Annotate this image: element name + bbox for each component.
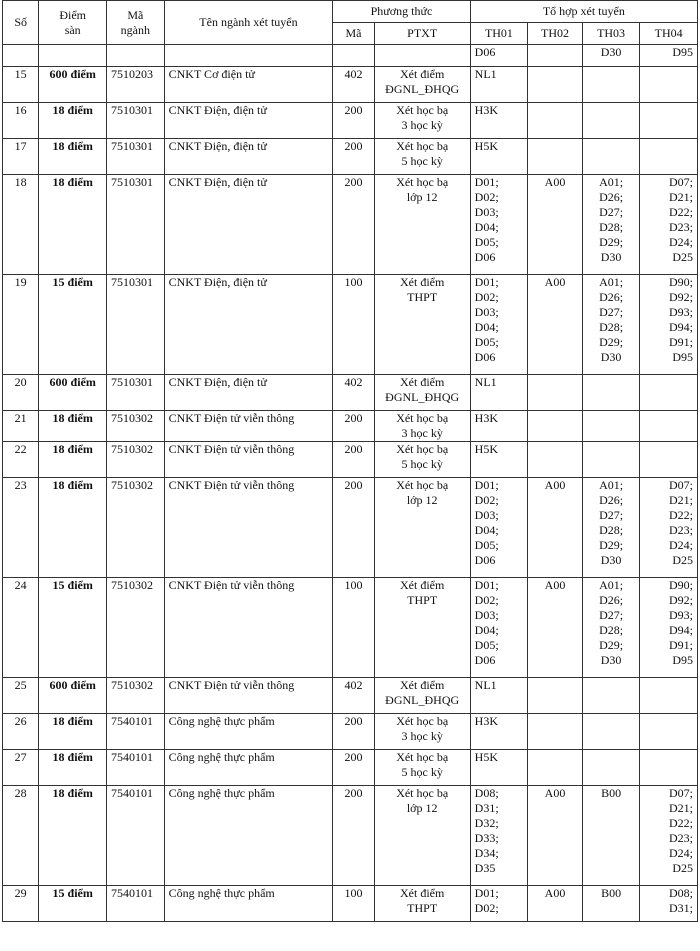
combo-th01: D01; D02; D03; D04; D05; D06 [470,478,528,578]
combo-th02 [528,375,583,411]
combo-th04: D07; D21; D22; D23; D24; D25 [640,478,698,578]
method-code: 402 [333,678,374,714]
method-code: 200 [333,175,374,275]
combo-th04: D90; D92; D93; D94; D91; D95 [640,275,698,375]
method-name: Xét học bạ 3 học kỳ [374,714,470,750]
floor-score [39,45,107,67]
method-name: Xét điểm ĐGNL_ĐHQG [374,678,470,714]
combo-th04 [640,678,698,714]
combo-th03 [582,139,640,175]
method-name: Xét điểm THPT [374,578,470,678]
major-name: CNKT Điện tử viễn thông [164,442,333,478]
method-name [374,45,470,67]
floor-score: 18 điểm [39,175,107,275]
table-row [3,275,698,375]
table-row [3,786,698,886]
method-code: 100 [333,275,374,375]
header-th03: TH03 [582,23,640,45]
method-code: 200 [333,411,374,442]
method-code: 100 [333,886,374,922]
major-name: CNKT Điện, điện tử [164,103,333,139]
row-number: 29 [3,886,39,922]
major-code: 7510301 [107,103,165,139]
combo-th04 [640,714,698,750]
combo-th04 [640,411,698,442]
floor-score: 18 điểm [39,139,107,175]
major-code: 7540101 [107,750,165,786]
combo-th03: A01; D26; D27; D28; D29; D30 [582,175,640,275]
combo-th03: A01; D26; D27; D28; D29; D30 [582,275,640,375]
row-number: 22 [3,442,39,478]
combo-th02: A00 [528,578,583,678]
floor-score: 18 điểm [39,478,107,578]
combo-th03: D30 [582,45,640,67]
major-name: CNKT Điện, điện tử [164,275,333,375]
floor-score: 18 điểm [39,442,107,478]
header-method-group: Phương thức [333,1,470,23]
major-code: 7510302 [107,442,165,478]
method-code: 402 [333,375,374,411]
major-code: 7510302 [107,478,165,578]
combo-th01: NL1 [470,375,528,411]
header-score: Điểm sàn [39,1,107,45]
method-code: 200 [333,442,374,478]
combo-th03: B00 [582,786,640,886]
method-name: Xét học bạ 5 học kỳ [374,750,470,786]
combo-th01: D06 [470,45,528,67]
major-code: 7540101 [107,886,165,922]
row-number: 20 [3,375,39,411]
combo-th01: D08; D31; D32; D33; D34; D35 [470,786,528,886]
floor-score: 600 điểm [39,67,107,103]
floor-score: 600 điểm [39,678,107,714]
combo-th04: D08; D31; [640,886,698,922]
major-name: CNKT Điện tử viễn thông [164,678,333,714]
major-name: CNKT Điện, điện tử [164,375,333,411]
table-row [3,175,698,275]
combo-th03 [582,714,640,750]
header-major-code: Mã ngành [107,1,165,45]
row-number: 24 [3,578,39,678]
combo-th03 [582,375,640,411]
header-no: Số [3,1,39,45]
method-name: Xét điểm ĐGNL_ĐHQG [374,375,470,411]
combo-th04: D90; D92; D93; D94; D91; D95 [640,578,698,678]
combo-th03: B00 [582,886,640,922]
major-name: CNKT Điện tử viễn thông [164,578,333,678]
combo-th02: A00 [528,275,583,375]
table-row [3,411,698,442]
method-code: 200 [333,139,374,175]
table-row [3,375,698,411]
row-number: 27 [3,750,39,786]
combo-th02: A00 [528,886,583,922]
major-name: Công nghệ thực phẩm [164,750,333,786]
method-name: Xét học bạ 3 học kỳ [374,411,470,442]
method-name: Xét học bạ lớp 12 [374,478,470,578]
major-code: 7510302 [107,411,165,442]
major-code: 7510301 [107,275,165,375]
method-name: Xét học bạ lớp 12 [374,786,470,886]
major-code: 7510203 [107,67,165,103]
method-code: 402 [333,67,374,103]
table-row [3,139,698,175]
combo-th04: D07; D21; D22; D23; D24; D25 [640,786,698,886]
major-name: CNKT Điện, điện tử [164,139,333,175]
row-number: 21 [3,411,39,442]
floor-score: 18 điểm [39,103,107,139]
combo-th03 [582,67,640,103]
combo-th03 [582,411,640,442]
floor-score: 600 điểm [39,375,107,411]
method-name: Xét học bạ 5 học kỳ [374,442,470,478]
combo-th01: H5K [470,442,528,478]
method-name: Xét điểm THPT [374,886,470,922]
combo-th04 [640,375,698,411]
combo-th02: A00 [528,786,583,886]
header-major-name: Tên ngành xét tuyển [164,1,333,45]
major-code: 7510301 [107,175,165,275]
combo-th04 [640,67,698,103]
row-number: 17 [3,139,39,175]
major-code: 7510302 [107,678,165,714]
major-code: 7510301 [107,375,165,411]
method-code [333,45,374,67]
major-name: CNKT Điện tử viễn thông [164,411,333,442]
row-number: 25 [3,678,39,714]
combo-th01: H5K [470,750,528,786]
table-row [3,67,698,103]
row-number: 15 [3,67,39,103]
method-code: 200 [333,786,374,886]
row-number: 26 [3,714,39,750]
method-name: Xét điểm ĐGNL_ĐHQG [374,67,470,103]
row-number [3,45,39,67]
method-code: 200 [333,103,374,139]
method-code: 200 [333,714,374,750]
combo-th01: H5K [470,139,528,175]
header-th04: TH04 [640,23,698,45]
row-number: 19 [3,275,39,375]
combo-th03 [582,103,640,139]
method-name: Xét học bạ 5 học kỳ [374,139,470,175]
major-name: Công nghệ thực phẩm [164,786,333,886]
method-name: Xét học bạ 3 học kỳ [374,103,470,139]
combo-th04: D95 [640,45,698,67]
major-name [164,45,333,67]
combo-th02 [528,750,583,786]
combo-th02 [528,45,583,67]
table-body [3,45,698,922]
row-number: 18 [3,175,39,275]
table-row [3,578,698,678]
combo-th03: A01; D26; D27; D28; D29; D30 [582,578,640,678]
method-name: Xét học bạ lớp 12 [374,175,470,275]
combo-th02 [528,714,583,750]
row-number: 16 [3,103,39,139]
major-code: 7540101 [107,714,165,750]
table-row [3,103,698,139]
method-code: 200 [333,750,374,786]
major-name: CNKT Điện tử viễn thông [164,478,333,578]
floor-score: 18 điểm [39,714,107,750]
combo-th03 [582,678,640,714]
combo-th02: A00 [528,478,583,578]
table-row [3,886,698,922]
combo-th04: D07; D21; D22; D23; D24; D25 [640,175,698,275]
combo-th02 [528,411,583,442]
combo-th03 [582,750,640,786]
combo-th01: D01; D02; D03; D04; D05; D06 [470,175,528,275]
floor-score: 15 điểm [39,578,107,678]
row-number: 28 [3,786,39,886]
combo-th04 [640,139,698,175]
header-method-code: Mã [333,23,374,45]
table-row [3,478,698,578]
combo-th04 [640,442,698,478]
major-name: Công nghệ thực phẩm [164,886,333,922]
combo-th01: D01; D02; D03; D04; D05; D06 [470,275,528,375]
combo-th02 [528,67,583,103]
table-row [3,45,698,67]
combo-th04 [640,750,698,786]
combo-th01: D01; D02; [470,886,528,922]
combo-th01: H3K [470,714,528,750]
admission-table [2,0,698,922]
major-name: CNKT Điện, điện tử [164,175,333,275]
major-code [107,45,165,67]
combo-th01: NL1 [470,67,528,103]
major-name: Công nghệ thực phẩm [164,714,333,750]
combo-th03: A01; D26; D27; D28; D29; D30 [582,478,640,578]
table-row [3,442,698,478]
header-combo-group: Tổ hợp xét tuyển [470,1,697,23]
combo-th02 [528,678,583,714]
combo-th03 [582,442,640,478]
table-row [3,714,698,750]
header-method-name: PTXT [374,23,470,45]
combo-th01: H3K [470,411,528,442]
major-name: CNKT Cơ điện tử [164,67,333,103]
table-row [3,750,698,786]
combo-th04 [640,103,698,139]
combo-th02 [528,103,583,139]
header-th01: TH01 [470,23,528,45]
combo-th01: H3K [470,103,528,139]
combo-th01: NL1 [470,678,528,714]
method-code: 100 [333,578,374,678]
floor-score: 18 điểm [39,411,107,442]
method-name: Xét điểm THPT [374,275,470,375]
major-code: 7510301 [107,139,165,175]
combo-th01: D01; D02; D03; D04; D05; D06 [470,578,528,678]
floor-score: 18 điểm [39,786,107,886]
combo-th02 [528,442,583,478]
table-row [3,678,698,714]
combo-th02 [528,139,583,175]
method-code: 200 [333,478,374,578]
floor-score: 18 điểm [39,750,107,786]
row-number: 23 [3,478,39,578]
floor-score: 15 điểm [39,275,107,375]
header-th02: TH02 [528,23,583,45]
major-code: 7510302 [107,578,165,678]
floor-score: 15 điểm [39,886,107,922]
major-code: 7540101 [107,786,165,886]
combo-th02: A00 [528,175,583,275]
